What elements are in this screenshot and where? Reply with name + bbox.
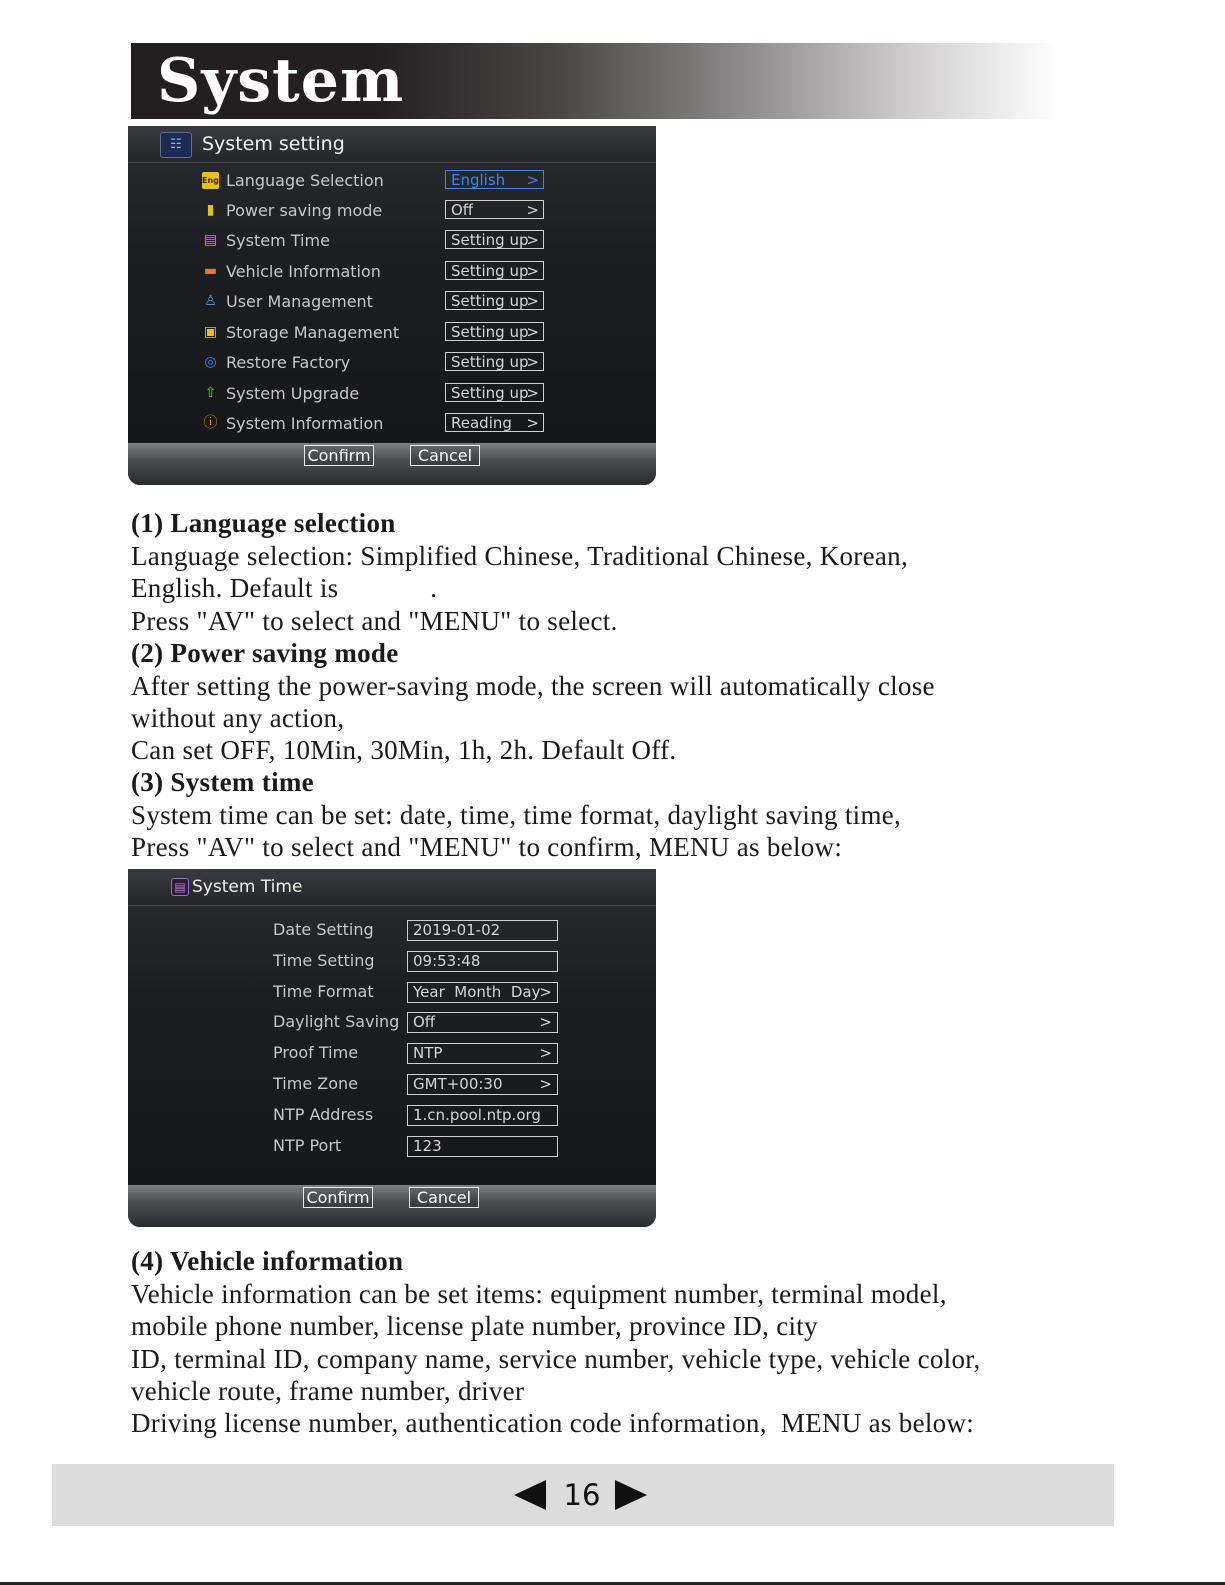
calendar-icon: ▤ <box>171 878 189 896</box>
confirm-button[interactable]: Confirm <box>303 1187 373 1208</box>
row-label: NTP Port <box>273 1136 342 1155</box>
time-row-zone[interactable] <box>128 1069 656 1099</box>
system-upgrade-value-box[interactable]: Setting up > <box>445 383 544 402</box>
floppy-icon: ▣ <box>203 324 218 340</box>
time-zone-select[interactable]: GMT+00:30 > <box>407 1074 558 1095</box>
section-heading-vehicle: (4) Vehicle information <box>131 1246 404 1276</box>
row-label: Time Zone <box>273 1074 358 1093</box>
panel-footer <box>128 443 656 485</box>
panel-header <box>128 869 656 906</box>
panel-title: System Time <box>192 877 303 897</box>
setting-row-system-upgrade[interactable] <box>128 379 656 409</box>
row-label: Time Setting <box>273 951 375 970</box>
panel-header <box>128 126 656 163</box>
language-icon: Eng <box>202 172 219 189</box>
power-saving-value-box[interactable]: Off > <box>445 200 544 219</box>
row-label: Date Setting <box>273 920 374 939</box>
row-label: Storage Management <box>226 323 400 342</box>
time-row-time[interactable] <box>128 946 656 976</box>
daylight-saving-select[interactable]: Off > <box>407 1012 558 1033</box>
system-time-value-box[interactable]: Setting up > <box>445 230 544 249</box>
confirm-button[interactable]: Confirm <box>304 445 374 466</box>
time-row-daylight[interactable] <box>128 1007 656 1037</box>
section-text: vehicle route, frame number, driver <box>131 1376 525 1406</box>
section-text: System time can be set: date, time, time format, daylight saving time, <box>131 800 902 830</box>
time-row-ntp-port[interactable] <box>128 1131 656 1161</box>
grid-settings-icon: ☷ <box>160 132 192 158</box>
next-page-icon[interactable] <box>615 1480 647 1510</box>
ntp-address-field[interactable]: 1.cn.pool.ntp.org <box>407 1105 558 1126</box>
ntp-port-field[interactable]: 123 <box>407 1136 558 1157</box>
row-label: User Management <box>226 292 373 311</box>
setting-row-storage-management[interactable] <box>128 318 656 348</box>
storage-management-value-box[interactable]: Setting up > <box>445 322 544 341</box>
system-time-panel <box>128 869 656 1227</box>
battery-icon: ▮ <box>206 202 215 218</box>
section-text: ID, terminal ID, company name, service number, vehicle type, vehicle color, <box>131 1344 981 1374</box>
time-row-proof[interactable] <box>128 1038 656 1068</box>
truck-icon: ▬ <box>203 263 218 279</box>
system-setting-panel <box>128 126 656 485</box>
row-label: Proof Time <box>273 1043 359 1062</box>
section-heading-power: (2) Power saving mode <box>131 638 399 668</box>
previous-page-icon[interactable] <box>514 1480 546 1510</box>
section-text: Language selection: Simplified Chinese, Traditional Chinese, Korean, <box>131 541 909 571</box>
section-text: Driving license number, authentication code information, MENU as below: <box>131 1408 975 1438</box>
page-title: System <box>157 46 405 116</box>
section-text: without any action, <box>131 703 345 733</box>
user-management-value-box[interactable]: Setting up > <box>445 291 544 310</box>
setting-row-power-saving[interactable] <box>128 196 656 226</box>
row-label: Language Selection <box>226 171 384 190</box>
row-label: Vehicle Information <box>226 262 381 281</box>
section-text: After setting the power-saving mode, the screen will automatically close <box>131 671 935 701</box>
row-label: Time Format <box>273 982 374 1001</box>
restore-factory-value-box[interactable]: Setting up > <box>445 352 544 371</box>
setting-row-user-management[interactable] <box>128 287 656 317</box>
panel-footer <box>128 1185 656 1227</box>
section-text: Vehicle information can be set items: equipment number, terminal model, <box>131 1279 947 1309</box>
time-format-select[interactable]: Year Month Day > <box>407 982 558 1003</box>
cancel-button[interactable]: Cancel <box>409 1187 479 1208</box>
section-text: Press "AV" to select and "MENU" to select. <box>131 606 618 636</box>
setting-row-language[interactable] <box>128 166 656 196</box>
page-banner <box>131 43 1058 119</box>
upgrade-icon: ⇧ <box>204 385 217 401</box>
row-label: Power saving mode <box>226 201 383 220</box>
row-label: Restore Factory <box>226 353 351 372</box>
date-field[interactable]: 2019-01-02 <box>407 920 558 941</box>
info-icon: ⓘ <box>203 415 218 431</box>
panel-title: System setting <box>202 133 345 155</box>
section-text: Can set OFF, 10Min, 30Min, 1h, 2h. Default Off. <box>131 735 677 765</box>
vehicle-info-value-box[interactable]: Setting up > <box>445 261 544 280</box>
section-text: Press "AV" to select and "MENU" to confirm, MENU as below: <box>131 832 843 862</box>
setting-row-system-info[interactable] <box>128 409 656 439</box>
setting-row-vehicle-info[interactable] <box>128 257 656 287</box>
time-field[interactable]: 09:53:48 <box>407 951 558 972</box>
system-info-value-box[interactable]: Reading > <box>445 413 544 432</box>
user-icon: ♙ <box>204 293 217 309</box>
time-row-format[interactable] <box>128 977 656 1007</box>
section-text: mobile phone number, license plate number, province ID, city <box>131 1311 818 1341</box>
cancel-button[interactable]: Cancel <box>410 445 480 466</box>
section-text: English. Default is . <box>131 573 438 603</box>
row-label: System Time <box>226 231 330 250</box>
section-heading-time: (3) System time <box>131 767 314 797</box>
proof-time-select[interactable]: NTP > <box>407 1043 558 1064</box>
page-number: 16 <box>563 1478 601 1512</box>
row-label: System Information <box>226 414 384 433</box>
restore-icon: ◎ <box>204 354 217 370</box>
section-heading-language: (1) Language selection <box>131 508 396 538</box>
row-label: System Upgrade <box>226 384 360 403</box>
row-label: Daylight Saving <box>273 1012 400 1031</box>
calendar-icon: ▤ <box>203 232 218 248</box>
setting-row-restore-factory[interactable] <box>128 348 656 378</box>
time-row-ntp-address[interactable] <box>128 1100 656 1130</box>
language-value-box[interactable]: English > <box>445 170 544 189</box>
page-footer <box>52 1464 1114 1526</box>
setting-row-system-time[interactable] <box>128 226 656 256</box>
time-row-date[interactable] <box>128 915 656 945</box>
row-label: NTP Address <box>273 1105 374 1124</box>
